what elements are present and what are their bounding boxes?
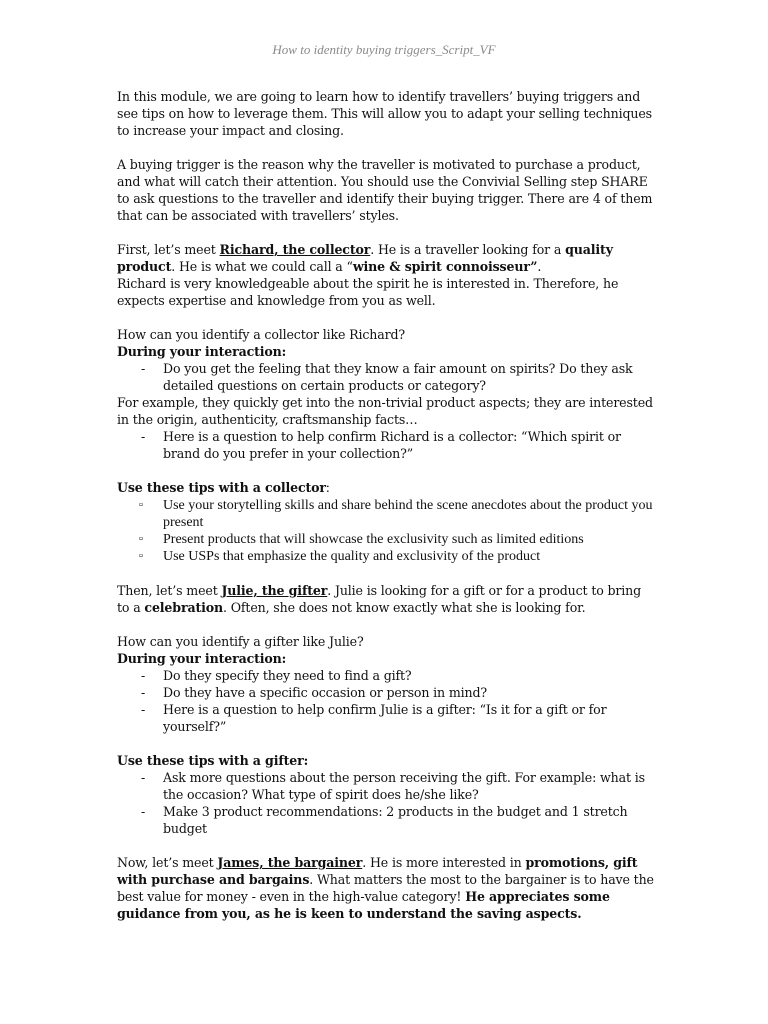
gifter-question: How can you identify a gifter like Julie? xyxy=(117,634,364,649)
bold-phrase: wine & spirit connoisseur” xyxy=(352,259,538,274)
text-run: . Often, she does not know exactly what she is looking for. xyxy=(223,600,586,615)
bold-phrase: promotions, gift with purchase and bargains xyxy=(117,855,638,887)
text-run: : xyxy=(325,481,330,496)
list-item: - Do they specify they need to find a gift? xyxy=(117,667,657,684)
list-item: - Do you get the feeling that they know a fair amount on spirits? Do they ask detailed questions on certain products or category? xyxy=(117,360,657,394)
text-run: . He is more interested in xyxy=(362,855,526,870)
list-item: - Here is a question to help confirm Julie is a gifter: “Is it for a gift or for yourself?” xyxy=(117,701,657,735)
gifter-tips-heading: Use these tips with a gifter: xyxy=(117,753,309,768)
list-item: ▫ Use USPs that emphasize the quality and exclusivity of the product xyxy=(117,548,657,565)
collector-interaction-list xyxy=(117,360,657,394)
collector-question: How can you identify a collector like Richard? xyxy=(117,327,405,342)
collector-description: Richard is very knowledgeable about the spirit he is interested in. Therefore, he expects expertise and knowledge from you as well. xyxy=(117,276,619,308)
collector-intro-paragraph xyxy=(117,241,657,275)
gifter-interaction-list xyxy=(117,667,657,735)
text-run: . He is what we could call a “ xyxy=(171,259,353,274)
collector-tips-heading xyxy=(117,479,657,497)
list-item: ▫ Use your storytelling skills and share behind the scene anecdotes about the product you present xyxy=(117,497,657,531)
list-item: - Do they have a specific occasion or person in mind? xyxy=(117,684,657,701)
text-run: First, let’s meet xyxy=(117,242,220,257)
document-header: How to identity buying triggers_Script_VF xyxy=(272,42,496,57)
collector-example: For example, they quickly get into the non-trivial product aspects; they are interested in the origin, authenticity, craftsmanship facts… xyxy=(117,395,653,427)
bold-phrase: quality product xyxy=(117,242,613,274)
text-run: . What matters the most to the bargainer is to have the best value for money - even in the high-value category! xyxy=(117,872,654,904)
bold-phrase: celebration xyxy=(144,600,224,615)
intro-paragraph: In this module, we are going to learn how to identify travellers’ buying triggers and see tips on how to leverage them. This will allow you to adapt your selling techniques to increase your impact and closing. xyxy=(117,89,652,138)
list-item: - Make 3 product recommendations: 2 products in the budget and 1 stretch budget xyxy=(117,803,657,837)
collector-tips-list xyxy=(117,497,657,565)
list-item: - Ask more questions about the person receiving the gift. For example: what is the occasion? What type of spirit does he/she like? xyxy=(117,769,657,803)
list-item: - Here is a question to help confirm Richard is a collector: “Which spirit or brand do you prefer in your collection?” xyxy=(117,428,657,462)
definition-paragraph: A buying trigger is the reason why the traveller is motivated to purchase a product, and what will catch their attention. You should use the Convivial Selling step SHARE to ask questions to the traveller and identify their buying trigger. There are 4 of them that can be associated with travellers’ styles. xyxy=(117,157,653,223)
gifter-interaction-heading: During your interaction: xyxy=(117,651,287,666)
text-run: Use these tips with a collector xyxy=(117,480,326,495)
collector-interaction-heading: During your interaction: xyxy=(117,344,287,359)
bargainer-intro-paragraph xyxy=(117,854,657,922)
text-run: . Julie is looking for a gift or for a product to bring to a xyxy=(117,583,642,615)
gifter-name: Julie, the gifter xyxy=(221,583,328,598)
text-run: Then, let’s meet xyxy=(117,583,222,598)
text-run: Now, let’s meet xyxy=(117,855,218,870)
text-run: . xyxy=(537,259,542,274)
bargainer-name: James, the bargainer xyxy=(217,855,363,870)
collector-confirm-list xyxy=(117,428,657,462)
gifter-tips-list xyxy=(117,769,657,837)
bold-phrase: He appreciates some guidance from you, as he is keen to understand the saving aspects. xyxy=(117,889,610,921)
document-body xyxy=(117,88,657,922)
gifter-intro-paragraph xyxy=(117,582,657,616)
collector-name: Richard, the collector xyxy=(219,242,371,257)
text-run: . He is a traveller looking for a xyxy=(370,242,566,257)
list-item: ▫ Present products that will showcase the exclusivity such as limited editions xyxy=(117,531,657,548)
